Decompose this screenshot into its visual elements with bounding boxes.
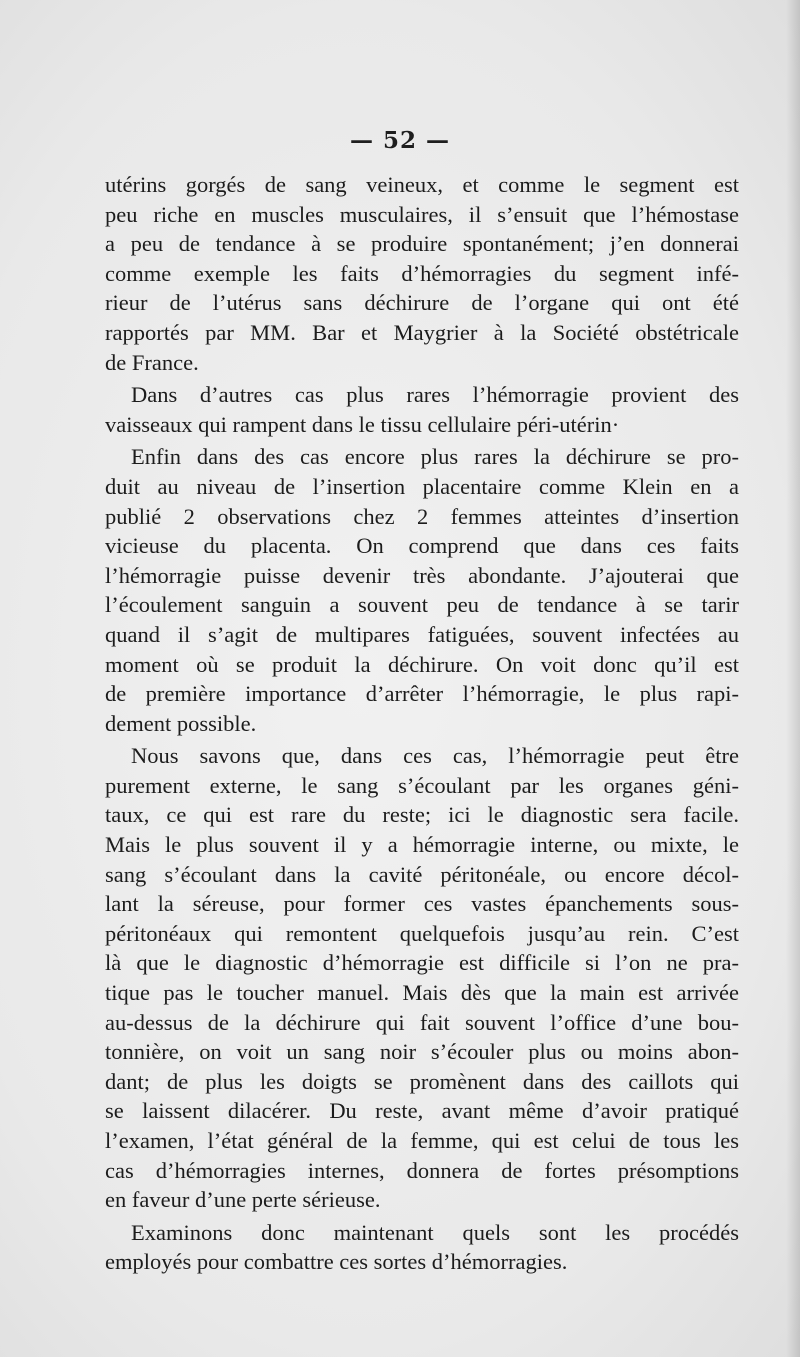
paragraph <box>105 442 739 738</box>
paragraph <box>105 1218 739 1277</box>
text-line: Dans d’autres cas plus rares l’hémorragie provient des <box>131 382 739 408</box>
text-line: là que le diagnostic d’hémorragie est difficile si l’on ne pra- <box>105 950 739 976</box>
text-line: employés pour combattre ces sortes d’hémorragies. <box>105 1249 568 1275</box>
text-line: dant; de plus les doigts se promènent dans des caillots qui <box>105 1068 739 1094</box>
text-line: Nous savons que, dans ces cas, l’hémorragie peut être <box>131 743 739 769</box>
paragraph <box>105 380 739 439</box>
text-line: Enfin dans des cas encore plus rares la déchirure se pro- <box>131 444 739 470</box>
text-line: quand il s’agit de multipares fatiguées, souvent infectées au <box>105 621 739 647</box>
text-line: publié 2 observations chez 2 femmes atteintes d’insertion <box>105 503 739 529</box>
text-line: rieur de l’utérus sans déchirure de l’organe qui ont été <box>105 290 739 316</box>
text-line: en faveur d’une perte sérieuse. <box>105 1187 381 1213</box>
text-line: duit au niveau de l’insertion placentaire comme Klein en a <box>105 473 739 499</box>
text-line: de France. <box>105 349 199 375</box>
text-line: vaisseaux qui rampent dans le tissu cellulaire péri-utérin· <box>105 411 620 437</box>
text-line: taux, ce qui est rare du reste; ici le diagnostic sera facile. <box>105 802 739 828</box>
text-line: moment où se produit la déchirure. On voit donc qu’il est <box>105 651 739 677</box>
body-text <box>105 170 739 1277</box>
text-line: a peu de tendance à se produire spontanément; j’en donnerai <box>105 231 739 257</box>
text-line: Mais le plus souvent il y a hémorragie interne, ou mixte, le <box>105 832 739 858</box>
text-line: rapportés par MM. Bar et Maygrier à la Société obstétricale <box>105 319 739 345</box>
text-line: de première importance d’arrêter l’hémorragie, le plus rapi- <box>105 681 739 707</box>
text-line: dement possible. <box>105 710 257 736</box>
text-line: tique pas le toucher manuel. Mais dès que la main est arrivée <box>105 980 739 1006</box>
page-number: — 52 — <box>349 127 451 154</box>
text-line: l’hémorragie puisse devenir très abondante. J’ajouterai que <box>105 562 739 588</box>
text-line: comme exemple les faits d’hémorragies du segment infé- <box>105 260 739 286</box>
text-line: l’examen, l’état général de la femme, qui est celui de tous les <box>105 1128 739 1153</box>
text-line: utérins gorgés de sang veineux, et comme le segment est <box>105 172 739 197</box>
text-line: purement externe, le sang s’écoulant par les organes géni- <box>105 772 739 798</box>
text-line: sang s’écoulant dans la cavité péritonéale, ou encore décol- <box>105 861 739 887</box>
text-line: tonnière, on voit un sang noir s’écouler plus ou moins abon- <box>105 1039 739 1065</box>
text-line: lant la séreuse, pour former ces vastes épanchements sous- <box>105 891 739 917</box>
text-line: péritonéaux qui remontent quelquefois jusqu’au rein. C’est <box>105 920 739 946</box>
text-line: cas d’hémorragies internes, donnera de fortes présomptions <box>105 1157 739 1183</box>
text-line: Examinons donc maintenant quels sont les procédés <box>131 1219 739 1245</box>
paragraph <box>105 741 739 1215</box>
text-line: l’écoulement sanguin a souvent peu de tendance à se tarir <box>105 592 739 618</box>
text-line: se laissent dilacérer. Du reste, avant même d’avoir pratiqué <box>105 1098 739 1124</box>
text-line: au-dessus de la déchirure qui fait souvent l’office d’une bou- <box>105 1009 739 1035</box>
page-edge-shadow <box>786 0 800 1357</box>
text-line: vicieuse du placenta. On comprend que dans ces faits <box>105 533 739 559</box>
text-line: peu riche en muscles musculaires, il s’ensuit que l’hémostase <box>105 201 739 227</box>
paragraph <box>105 170 739 377</box>
